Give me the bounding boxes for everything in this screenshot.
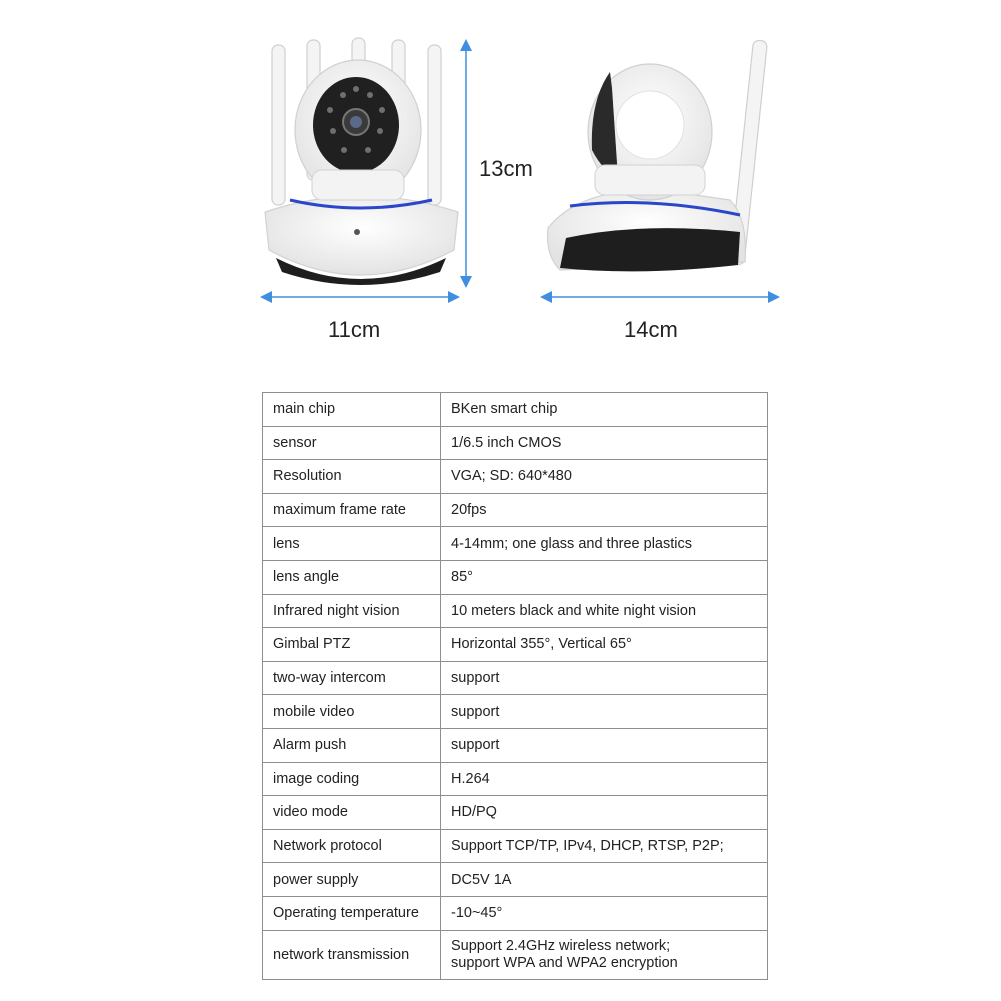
spec-value: H.264: [441, 762, 768, 796]
spec-key: Gimbal PTZ: [263, 628, 441, 662]
spec-value: 4-14mm; one glass and three plastics: [441, 527, 768, 561]
spec-value: HD/PQ: [441, 796, 768, 830]
spec-key: Resolution: [263, 460, 441, 494]
table-row: [263, 426, 768, 460]
spec-key: Operating temperature: [263, 896, 441, 930]
spec-value: VGA; SD: 640*480: [441, 460, 768, 494]
spec-table: [262, 392, 768, 980]
table-row: [263, 796, 768, 830]
spec-key: video mode: [263, 796, 441, 830]
spec-key: Infrared night vision: [263, 594, 441, 628]
spec-table-body: [263, 393, 768, 980]
spec-value: [441, 930, 768, 979]
spec-value: 20fps: [441, 493, 768, 527]
spec-key: main chip: [263, 393, 441, 427]
spec-value: DC5V 1A: [441, 863, 768, 897]
table-row: [263, 527, 768, 561]
table-row: [263, 728, 768, 762]
spec-key: Alarm push: [263, 728, 441, 762]
spec-key: sensor: [263, 426, 441, 460]
table-row: [263, 393, 768, 427]
spec-key: image coding: [263, 762, 441, 796]
height-dimension-label: 13cm: [479, 156, 533, 181]
table-row: [263, 829, 768, 863]
spec-key: lens angle: [263, 560, 441, 594]
table-row: [263, 863, 768, 897]
camera-front-view: [265, 38, 458, 285]
spec-value-line-2: support WPA and WPA2 encryption: [451, 954, 678, 971]
front-width-dimension-label: 11cm: [328, 317, 381, 342]
spec-value: support: [441, 661, 768, 695]
table-row: [263, 460, 768, 494]
product-illustration: [0, 0, 1001, 380]
table-row: [263, 560, 768, 594]
spec-value: BKen smart chip: [441, 393, 768, 427]
spec-value: 85°: [441, 560, 768, 594]
table-row: [263, 493, 768, 527]
spec-value: -10~45°: [441, 896, 768, 930]
table-row: [263, 661, 768, 695]
spec-key: maximum frame rate: [263, 493, 441, 527]
side-depth-dimension-label: 14cm: [624, 317, 678, 342]
table-row-network-transmission: [263, 930, 768, 979]
table-row: [263, 896, 768, 930]
spec-key: network transmission: [263, 930, 441, 979]
spec-value: support: [441, 695, 768, 729]
spec-value: Support TCP/TP, IPv4, DHCP, RTSP, P2P;: [441, 829, 768, 863]
table-row: [263, 594, 768, 628]
table-row: [263, 762, 768, 796]
spec-value: support: [441, 728, 768, 762]
spec-value: 10 meters black and white night vision: [441, 594, 768, 628]
table-row: [263, 695, 768, 729]
spec-value: 1/6.5 inch CMOS: [441, 426, 768, 460]
spec-value: Horizontal 355°, Vertical 65°: [441, 628, 768, 662]
table-row: [263, 628, 768, 662]
camera-side-view: [548, 40, 768, 271]
spec-key: power supply: [263, 863, 441, 897]
spec-key: Network protocol: [263, 829, 441, 863]
spec-key: lens: [263, 527, 441, 561]
spec-key: two-way intercom: [263, 661, 441, 695]
spec-value-line-1: Support 2.4GHz wireless network;: [451, 937, 671, 954]
spec-key: mobile video: [263, 695, 441, 729]
